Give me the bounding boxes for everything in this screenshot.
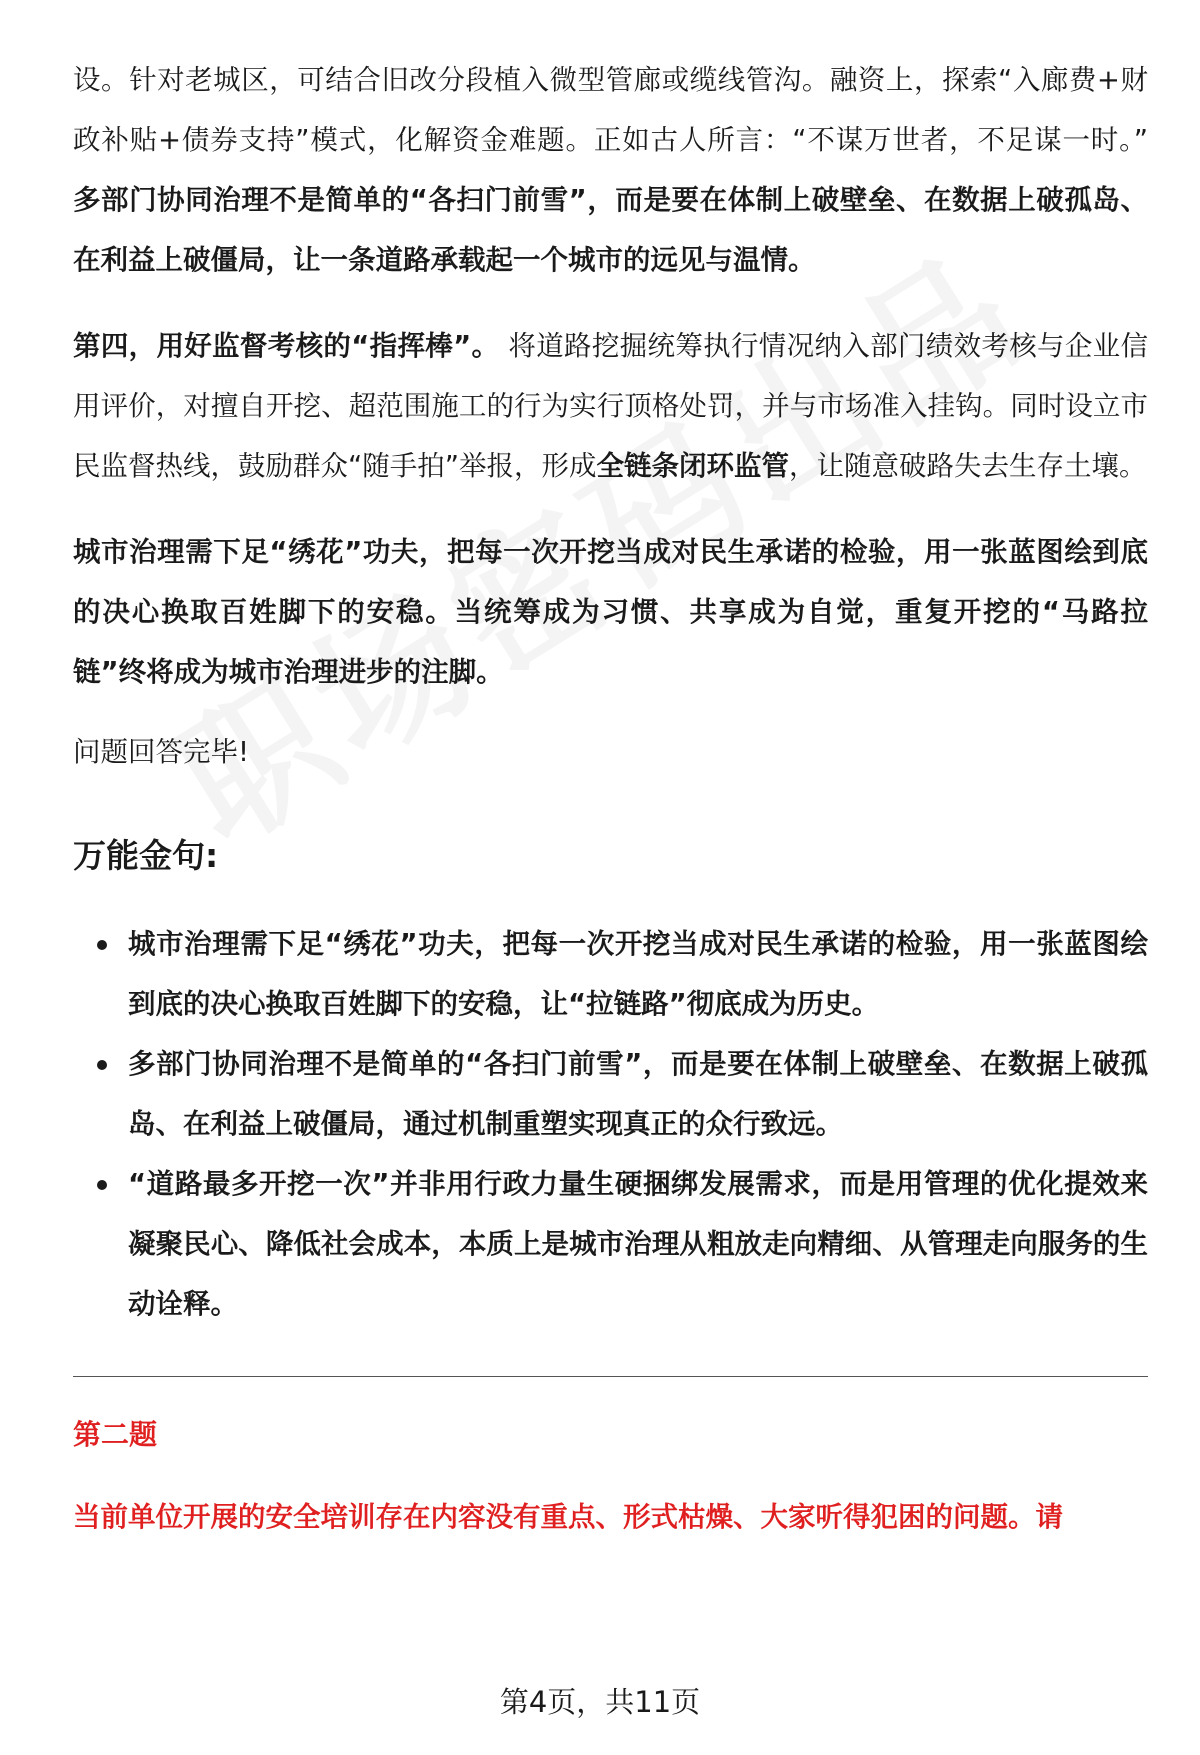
- paragraph-2-text-2: ，让随意破路失去生存土壤。: [789, 450, 1147, 482]
- paragraph-1: [73, 50, 1148, 290]
- answer-complete: 问题回答完毕!: [73, 736, 250, 768]
- page-number: 第4页，共11页: [499, 1685, 701, 1719]
- list-item: [73, 1154, 1148, 1334]
- list-item-text: 城市治理需下足“绣花”功夫，把每一次开挖当成对民生承诺的检验，用一张蓝图绘到底的决心换取百姓脚下的安稳，让“拉链路”彻底成为历史。: [128, 928, 1148, 1020]
- paragraph-2-text-1: 将道路挖掘统筹执行情况纳入部门绩效考核与企业信用评价，对擅自开挖、超范围施工的行为实行顶格处罚，并与市场准入挂钩。同时设立市民监督热线，鼓励群众“随手拍”举报，形成: [73, 330, 1149, 482]
- paragraph-2: [73, 316, 1148, 496]
- bullet-icon: [97, 1060, 107, 1070]
- paragraph-1-text: 设。针对老城区，可结合旧改分段植入微型管廊或缆线管沟。融资上，探索“入廊费+财政补贴+债券支持”模式，化解资金难题。正如古人所言：“不谋万世者，不足谋一时。”: [73, 64, 1148, 156]
- paragraph-3: 城市治理需下足“绣花”功夫，把每一次开挖当成对民生承诺的检验，用一张蓝图绘到底的决心换取百姓脚下的安稳。当统筹成为习惯、共享成为自觉，重复开挖的“马路拉链”终将成为城市治理进步的注脚。: [73, 536, 1148, 688]
- golden-quotes-heading: 万能金句:: [73, 836, 219, 875]
- list-item-text: 多部门协同治理不是简单的“各扫门前雪”，而是要在体制上破壁垒、在数据上破孤岛、在利益上破僵局，通过机制重塑实现真正的众行致远。: [128, 1048, 1148, 1140]
- question-title: 第二题: [73, 1418, 158, 1451]
- bullet-icon: [97, 1180, 107, 1190]
- paragraph-2-emphasis: 全链条闭环监管: [596, 450, 789, 482]
- list-item: [73, 914, 1148, 1034]
- bullet-icon: [97, 940, 107, 950]
- page-content: [73, 50, 1148, 1547]
- section-divider: [73, 1376, 1148, 1377]
- golden-quotes-list: [73, 914, 1148, 1334]
- paragraph-1-bold: 多部门协同治理不是简单的“各扫门前雪”，而是要在体制上破壁垒、在数据上破孤岛、在利益上破僵局，让一条道路承载起一个城市的远见与温情。: [73, 184, 1148, 276]
- list-item-text: “道路最多开挖一次”并非用行政力量生硬捆绑发展需求，而是用管理的优化提效来凝聚民心、降低社会成本，本质上是城市治理从粗放走向精细、从管理走向服务的生动诠释。: [128, 1168, 1148, 1320]
- question-text: 当前单位开展的安全培训存在内容没有重点、形式枯燥、大家听得犯困的问题。请: [73, 1501, 1063, 1533]
- paragraph-2-lead: 第四，用好监督考核的“指挥棒”。: [73, 330, 500, 362]
- list-item: [73, 1034, 1148, 1154]
